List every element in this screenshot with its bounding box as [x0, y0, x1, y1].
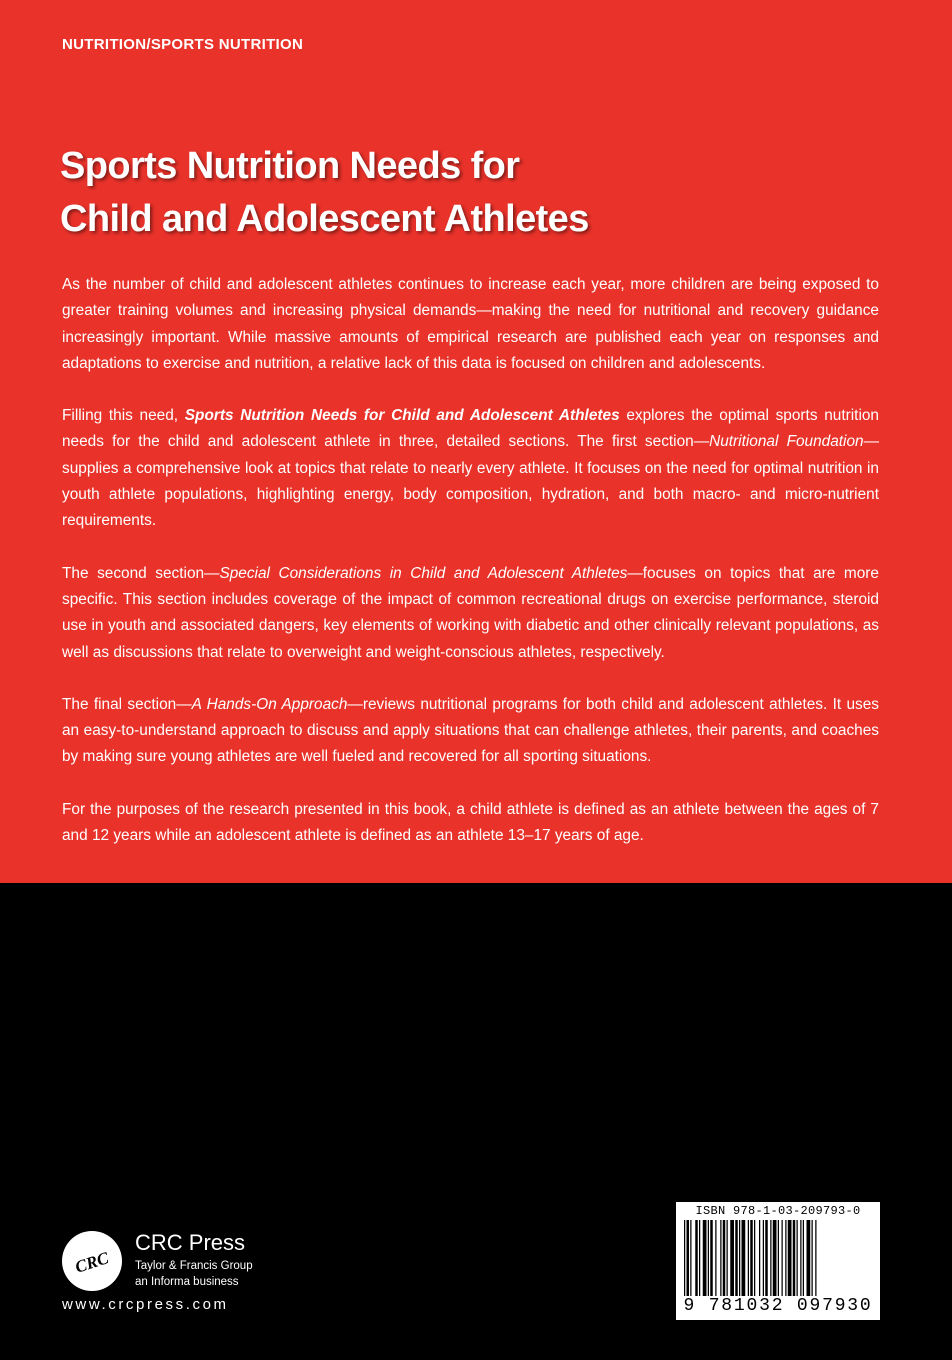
barcode-bar	[773, 1220, 777, 1296]
p2-text: explores the optimal sports nutrition needs for the child and adolescent athlete in three, detailed sections. The first section—	[62, 407, 879, 451]
isbn-barcode	[676, 1202, 880, 1320]
publisher-url: www.crcpress.com	[62, 1296, 229, 1313]
paragraph-4	[62, 692, 879, 771]
barcode-bar	[807, 1220, 811, 1296]
p2-section-name: Nutritional Foundation	[709, 433, 864, 451]
p2-book-title: Sports Nutrition Needs for Child and Adolescent Athletes	[184, 407, 620, 425]
barcode-bar	[797, 1220, 798, 1296]
barcode-bar	[727, 1220, 728, 1296]
barcode-bar	[715, 1220, 716, 1296]
isbn-label: ISBN 978-1-03-209793-0	[695, 1204, 861, 1218]
barcode-bar	[739, 1220, 740, 1296]
paragraph-2	[62, 403, 879, 534]
publisher-informa: an Informa business	[135, 1276, 239, 1288]
p4-text: The final section—	[62, 695, 192, 713]
crc-logo-text: CRC	[72, 1248, 111, 1277]
barcode-bar	[763, 1220, 764, 1296]
barcode-bar	[720, 1220, 721, 1296]
title-line-1: Sports Nutrition Needs for	[60, 145, 520, 187]
barcode-bar	[684, 1220, 685, 1296]
barcode-bar	[687, 1220, 690, 1296]
publisher-name: CRC Press	[135, 1230, 246, 1255]
p3-text: —focuses on topics that are more specific. This section includes coverage of the impact of common recreational drugs on exercise performance, steroid use in youth and associated dangers, key elements of working with diabetic and other clinically relevant populations, as well as discussions that relate to overweight and weight-conscious athletes, respectively.	[62, 564, 879, 661]
category-label: NUTRITION/SPORTS NUTRITION	[62, 36, 304, 53]
barcode-bar	[815, 1220, 816, 1296]
book-title	[60, 140, 900, 246]
barcode-bar	[759, 1220, 760, 1296]
barcode-bar	[730, 1220, 734, 1296]
p4-section-name: A Hands-On Approach	[191, 695, 348, 713]
barcode-digits: 9 781032 097930	[683, 1296, 873, 1316]
barcode-bar	[703, 1220, 707, 1296]
p2-text: —supplies a comprehensive look at topics that relate to nearly every athlete. It focuses on the need for optimal nutrition in youth athlete populations, highlighting energy, body composition, hydration, and both macro- and micro-nutrient requirements.	[62, 433, 879, 530]
barcode-bars-icon	[684, 1220, 872, 1296]
barcode-bar	[812, 1220, 813, 1296]
barcode-bar	[742, 1220, 746, 1296]
p4-text: —reviews nutritional programs for both child and adolescent athletes. It uses an easy-to-understand approach to discuss and apply situations that can challenge athletes, their parents, and coaches by making sure young athletes are well fueled and recovered for all sporting situations.	[62, 695, 880, 766]
barcode-bar	[788, 1220, 792, 1296]
description	[62, 272, 879, 875]
p3-text: The second section—	[62, 564, 220, 582]
barcode-bar	[710, 1220, 713, 1296]
barcode-bar	[785, 1220, 786, 1296]
barcode-bar	[793, 1220, 796, 1296]
barcode-bar	[723, 1220, 726, 1296]
barcode-bar	[695, 1220, 698, 1296]
barcode-bar	[754, 1220, 755, 1296]
barcode-bar	[735, 1220, 738, 1296]
barcode-bar	[690, 1220, 691, 1296]
barcode-bar	[778, 1220, 779, 1296]
paragraph-5: For the purposes of the research presented in this book, a child athlete is defined as an athlete between the ages of 7 and 12 years while an adolescent athlete is defined as an athlete 13–17 years of age.	[62, 800, 879, 845]
paragraph-1: As the number of child and adolescent athletes continues to increase each year, more children are being exposed to greater training volumes and increasing physical demands—making the need for nutritional and recovery guidance increasingly important. While massive amounts of empirical research are published each year on responses and adaptations to exercise and nutrition, a relative lack of this data is focused on children and adolescents.	[62, 276, 879, 372]
barcode-bar	[765, 1220, 768, 1296]
p3-section-name: Special Considerations in Child and Adolescent Athletes	[219, 564, 628, 582]
barcode-bar	[699, 1220, 700, 1296]
barcode-bar	[803, 1220, 804, 1296]
barcode-bar	[782, 1220, 783, 1296]
title-line-2: Child and Adolescent Athletes	[60, 198, 589, 240]
p2-text: Filling this need,	[62, 407, 185, 425]
barcode-bar	[748, 1220, 749, 1296]
paragraph-3	[62, 561, 879, 666]
barcode-bar	[770, 1220, 771, 1296]
crc-logo-icon	[62, 1231, 122, 1291]
publisher-group: Taylor & Francis Group	[135, 1260, 253, 1272]
barcode-bar	[708, 1220, 709, 1296]
barcode-bar	[750, 1220, 753, 1296]
barcode-bar	[800, 1220, 801, 1296]
publisher-block	[62, 1228, 302, 1318]
